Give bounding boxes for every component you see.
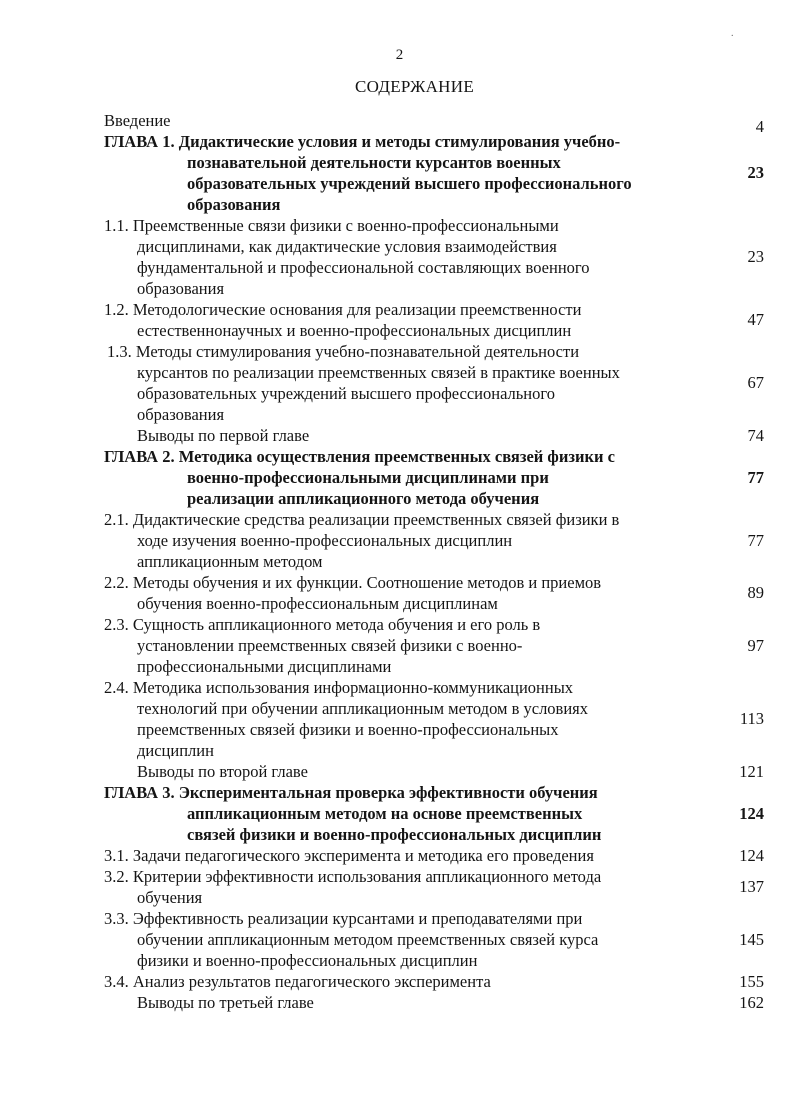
entry-title bbox=[104, 572, 684, 614]
entry-title-line: 1.1. Преемственные связи физики с военно-профессиональными bbox=[104, 216, 559, 235]
entry-title-line: Выводы по третьей главе bbox=[137, 993, 314, 1012]
entry-page-number: 162 bbox=[739, 992, 764, 1012]
section-entry bbox=[104, 845, 764, 866]
entry-title-line: Выводы по первой главе bbox=[137, 426, 310, 445]
entry-page-number: 113 bbox=[739, 709, 764, 728]
entry-page-number: 77 bbox=[747, 467, 764, 487]
entry-title-line: ГЛАВА 2. Методика осуществления преемственных связей физики с bbox=[104, 447, 615, 466]
conclusion-entry bbox=[104, 992, 764, 1013]
entry-title-continuation: преемственных связей физики и военно-профессиональных bbox=[137, 720, 559, 739]
entry-title-line: 3.2. Критерии эффективности использования аппликационного метода bbox=[104, 867, 602, 886]
entry-title-line: 3.3. Эффективность реализации курсантами и преподавателями при bbox=[104, 909, 583, 928]
entry-title bbox=[104, 614, 684, 677]
section-entry bbox=[104, 971, 764, 992]
entry-title-continuation: технологий при обучении аппликационным методом в условиях bbox=[137, 699, 589, 718]
entry-title-continuation: профессиональными дисциплинами bbox=[137, 657, 392, 676]
entry-page-number: 124 bbox=[739, 803, 764, 823]
entry-title bbox=[104, 782, 684, 845]
entry-title-continuation: образования bbox=[137, 405, 225, 424]
chapter-entry bbox=[104, 446, 764, 509]
entry-title-continuation: естественнонаучных и военно-профессиональных дисциплин bbox=[137, 321, 572, 340]
entry-title-continuation: аппликационным методом на основе преемственных bbox=[187, 804, 583, 823]
entry-title-continuation: реализации аппликационного метода обучения bbox=[187, 489, 540, 508]
entry-title bbox=[104, 110, 684, 131]
entry-title-continuation: обучения bbox=[137, 888, 203, 907]
section-entry bbox=[104, 572, 764, 614]
entry-page-number: 23 bbox=[747, 247, 764, 266]
entry-title-continuation: фундаментальной и профессиональной составляющих военного bbox=[137, 258, 590, 277]
chapter-entry bbox=[104, 782, 764, 845]
entry-title-continuation: аппликационным методом bbox=[137, 552, 323, 571]
entry-title bbox=[104, 677, 684, 761]
entry-title-continuation: связей физики и военно-профессиональных дисциплин bbox=[187, 825, 602, 844]
entry-title-line: Выводы по второй главе bbox=[137, 762, 308, 781]
entry-title bbox=[104, 341, 684, 425]
entry-page-number: 155 bbox=[739, 971, 764, 991]
entry-title-line: 2.2. Методы обучения и их функции. Соотношение методов и приемов bbox=[104, 573, 602, 592]
entry-title bbox=[104, 446, 684, 509]
entry-title-continuation: военно-профессиональными дисциплинами при bbox=[187, 468, 549, 487]
entry-title bbox=[104, 866, 684, 908]
entry-title-continuation: обучении аппликационным методом преемственных связей курса bbox=[137, 930, 599, 949]
page-title: СОДЕРЖАНИЕ bbox=[354, 77, 475, 96]
entry-title-continuation: ходе изучения военно-профессиональных дисциплин bbox=[137, 531, 513, 550]
entry-page-number: 4 bbox=[755, 117, 764, 136]
entry-title-line: 2.1. Дидактические средства реализации преемственных связей физики в bbox=[104, 510, 620, 529]
introduction-entry bbox=[104, 110, 764, 136]
entry-page-number: 89 bbox=[747, 583, 764, 602]
entry-title-continuation: обучения военно-профессиональным дисциплинам bbox=[137, 594, 498, 613]
section-entry bbox=[104, 677, 764, 761]
entry-title-line: 2.4. Методика использования информационно-коммуникационных bbox=[104, 678, 574, 697]
section-entry bbox=[104, 215, 764, 299]
entry-title bbox=[104, 761, 684, 782]
section-entry bbox=[104, 614, 764, 677]
section-entry bbox=[104, 509, 764, 572]
entry-title-line: 3.4. Анализ результатов педагогического эксперимента bbox=[104, 972, 491, 991]
entry-title-line: ГЛАВА 1. Дидактические условия и методы стимулирования учебно- bbox=[104, 132, 621, 151]
scan-speck: . bbox=[731, 28, 734, 39]
entry-title-continuation: физики и военно-профессиональных дисциплин bbox=[137, 951, 478, 970]
entry-title bbox=[104, 908, 684, 971]
entry-title bbox=[104, 971, 684, 992]
entry-page-number: 47 bbox=[747, 310, 764, 329]
entry-title bbox=[104, 845, 684, 866]
entry-page-number: 137 bbox=[739, 877, 764, 896]
entry-title bbox=[104, 299, 684, 341]
entry-title-continuation: дисциплинами, как дидактические условия взаимодействия bbox=[137, 237, 557, 256]
conclusion-entry bbox=[104, 425, 764, 446]
section-entry bbox=[104, 341, 764, 425]
entry-title-continuation: дисциплин bbox=[137, 741, 214, 760]
entry-title-line: 1.3. Методы стимулирования учебно-познавательной деятельности bbox=[107, 342, 580, 361]
entry-page-number: 23 bbox=[747, 163, 764, 182]
entry-title-continuation: образовательных учреждений высшего профессионального bbox=[137, 384, 555, 403]
entry-page-number: 77 bbox=[747, 530, 764, 550]
section-entry bbox=[104, 908, 764, 971]
entry-title-continuation: образования bbox=[137, 279, 225, 298]
entry-page-number: 124 bbox=[739, 845, 764, 865]
entry-title-continuation: курсантов по реализации преемственных связей в практике военных bbox=[137, 363, 620, 382]
section-entry bbox=[104, 299, 764, 341]
entry-title-line: ГЛАВА 3. Экспериментальная проверка эффективности обучения bbox=[104, 783, 598, 802]
conclusion-entry bbox=[104, 761, 764, 782]
entry-page-number: 67 bbox=[747, 373, 764, 392]
entry-title-continuation: познавательной деятельности курсантов военных bbox=[187, 153, 561, 172]
entry-title bbox=[104, 992, 684, 1013]
entry-title-line: 1.2. Методологические основания для реализации преемственности bbox=[104, 300, 582, 319]
entry-title bbox=[104, 131, 684, 215]
entry-title-line: 3.1. Задачи педагогического эксперимента и методика его проведения bbox=[104, 846, 594, 865]
entry-page-number: 121 bbox=[739, 761, 764, 781]
entry-page-number: 145 bbox=[739, 929, 764, 949]
entry-page-number: 97 bbox=[747, 635, 764, 655]
entry-title bbox=[104, 509, 684, 572]
entry-title-line: 2.3. Сущность аппликационного метода обучения и его роль в bbox=[104, 615, 541, 634]
section-entry bbox=[104, 866, 764, 908]
entry-title bbox=[104, 215, 684, 299]
entry-title-continuation: образовательных учреждений высшего профессионального bbox=[187, 174, 632, 193]
entry-title-continuation: установлении преемственных связей физики с военно- bbox=[137, 636, 523, 655]
entry-title bbox=[104, 425, 684, 446]
entry-title-continuation: образования bbox=[187, 195, 281, 214]
table-of-contents bbox=[104, 110, 764, 1013]
page-number: 2 bbox=[395, 47, 404, 63]
entry-title-line: Введение bbox=[104, 111, 171, 130]
chapter-entry bbox=[104, 131, 764, 215]
entry-page-number: 74 bbox=[747, 425, 764, 445]
